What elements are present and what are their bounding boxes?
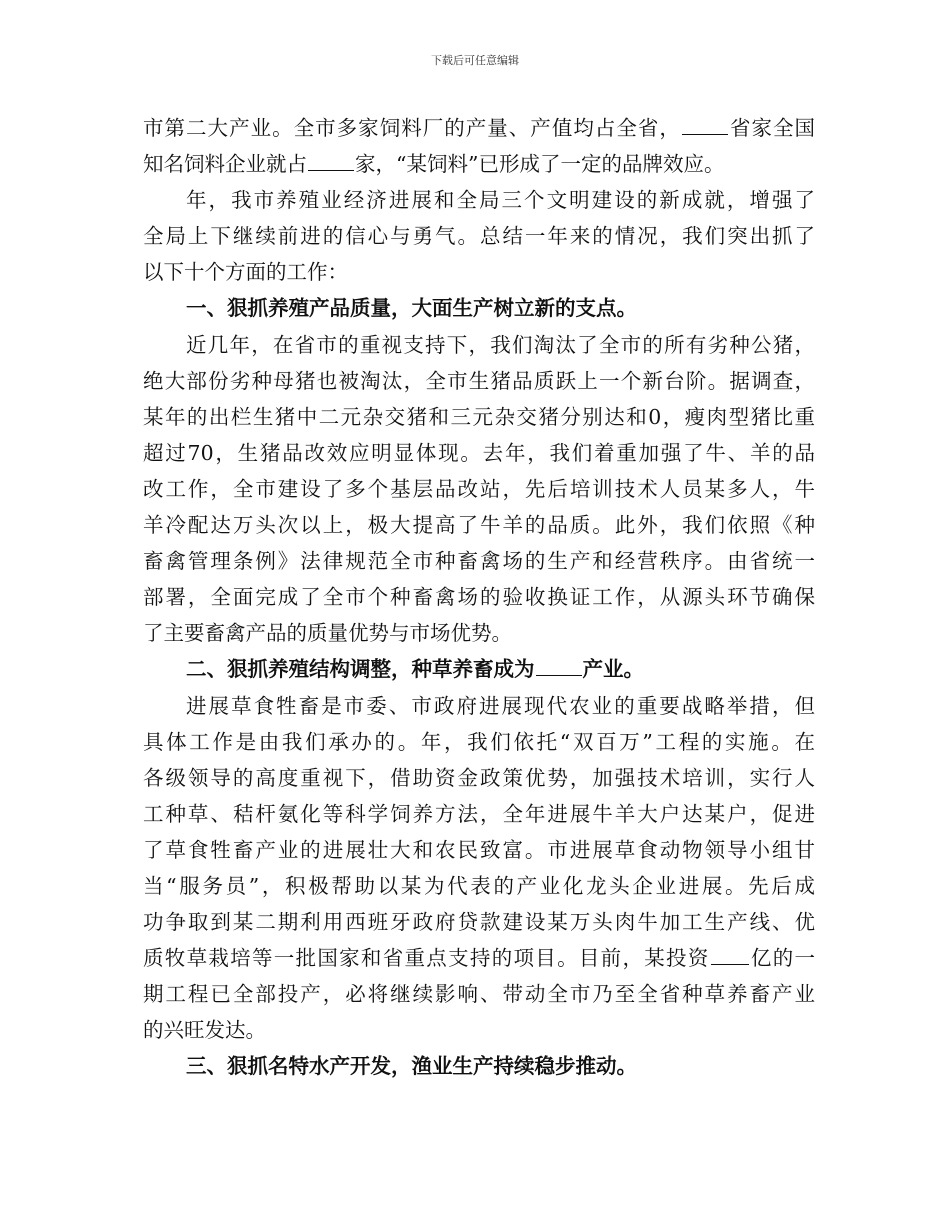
blank-underline bbox=[308, 169, 354, 171]
text-line: 进展草食牲畜是市委、市政府进展现代农业的重要战略举措，但 bbox=[186, 693, 815, 718]
text-line: 的兴旺发达。 bbox=[143, 1018, 266, 1043]
text-line: 质牧草栽培等一批国家和省重点支持的项目。目前，某投资 亿的一 bbox=[143, 946, 815, 971]
text-line: 期工程已全部投产，必将继续影响、带动全市乃至全省种草养畜产业 bbox=[143, 982, 815, 1007]
text-line: 年，我市养殖业经济进展和全局三个文明建设的新成就，增强了 bbox=[186, 188, 815, 213]
text-line: 近几年，在省市的重视支持下，我们淘汰了全市的所有劣种公猪， bbox=[186, 332, 815, 357]
text-line: 各级领导的高度重视下，借助资金政策优势，加强技术培训，实行人 bbox=[143, 765, 815, 790]
section-heading: 三、狠抓名特水产开发，渔业生产持续稳步推动。 bbox=[186, 1054, 637, 1079]
blank-underline bbox=[682, 133, 728, 135]
text-line: 具体工作是由我们承办的。年，我们依托“双百万”工程的实施。在 bbox=[143, 729, 815, 754]
text-line: 部署，全面完成了全市个种畜禽场的验收换证工作，从源头环节确保 bbox=[143, 585, 815, 610]
text-line: 羊冷配达万头次以上，极大提高了牛羊的品质。此外，我们依照《种 bbox=[143, 513, 815, 538]
text-line: 当“服务员”，积极帮助以某为代表的产业化龙头企业进展。先后成 bbox=[143, 873, 815, 898]
blank-underline bbox=[711, 963, 749, 965]
text-line: 知名饲料企业就占 家，“某饲料”已形成了一定的品牌效应。 bbox=[143, 152, 725, 177]
text-line: 以下十个方面的工作： bbox=[143, 260, 348, 285]
text-line: 畜禽管理条例》法律规范全市种畜禽场的生产和经营秩序。由省统一 bbox=[143, 549, 815, 574]
section-heading: 二、狠抓养殖结构调整，种草养畜成为 产业。 bbox=[186, 657, 644, 682]
text-line: 功争取到某二期利用西班牙政府贷款建设某万头肉牛加工生产线、优 bbox=[143, 910, 815, 935]
page-header: 下载后可任意编辑 bbox=[431, 54, 519, 67]
text-line: 某年的出栏生猪中二元杂交猪和三元杂交猪分别达和0，瘦肉型猪比重 bbox=[143, 404, 815, 429]
text-line: 工种草、秸杆氨化等科学饲养方法，全年进展牛羊大户达某户，促进 bbox=[143, 801, 815, 826]
section-heading: 一、狠抓养殖产品质量，大面生产树立新的支点。 bbox=[186, 296, 637, 321]
text-line: 市第二大产业。全市多家饲料厂的产量、产值均占全省， 省家全国 bbox=[143, 116, 815, 140]
text-line: 超过70，生猪品改效应明显体现。去年，我们着重加强了牛、羊的品 bbox=[143, 440, 815, 465]
text-line: 了主要畜禽产品的质量优势与市场优势。 bbox=[143, 621, 512, 646]
text-line: 了草食牲畜产业的进展壮大和农民致富。市进展草食动物领导小组甘 bbox=[143, 837, 815, 862]
text-line: 全局上下继续前进的信心与勇气。总结一年来的情况，我们突出抓了 bbox=[143, 224, 815, 249]
blank-underline bbox=[536, 674, 582, 676]
text-line: 改工作，全市建设了多个基层品改站，先后培训技术人员某多人，牛 bbox=[143, 476, 815, 501]
text-line: 绝大部份劣种母猪也被淘汰，全市生猪品质跃上一个新台阶。据调查， bbox=[143, 368, 815, 393]
document-body bbox=[143, 110, 815, 1085]
